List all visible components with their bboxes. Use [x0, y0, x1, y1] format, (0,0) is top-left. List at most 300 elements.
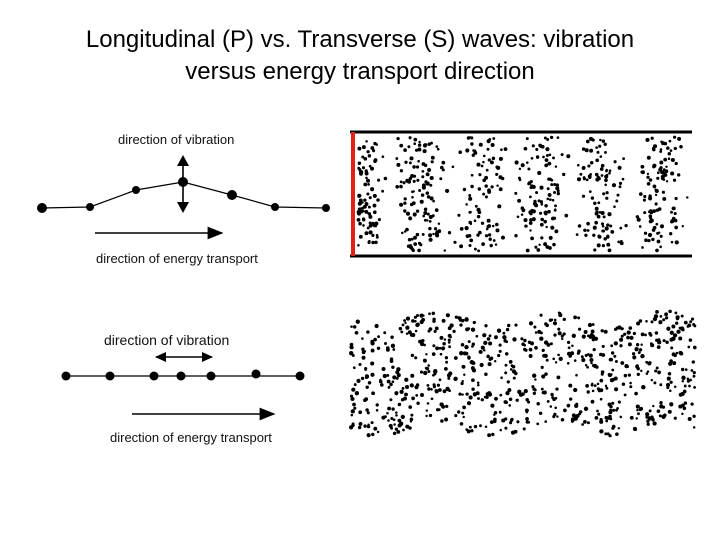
p-wave-particle [539, 212, 542, 215]
p-wave-particle [617, 241, 620, 244]
p-wave-particle [417, 160, 420, 163]
p-wave-particle [529, 221, 533, 225]
s-wave-particle [636, 409, 638, 411]
s-wave-particle [513, 377, 516, 380]
s-wave-particle [660, 315, 663, 318]
s-wave-particle [523, 339, 526, 342]
p-wave-particle [429, 215, 433, 219]
s-wave-particle [462, 365, 466, 369]
p-wave-particle [362, 166, 365, 169]
p-wave-particle [408, 238, 411, 241]
p-wave-particle [526, 137, 529, 140]
s-wave-particle [387, 419, 390, 422]
p-wave-particle [430, 176, 434, 180]
p-wave-particle [618, 166, 622, 170]
p-wave-particle [469, 211, 472, 214]
p-wave-particle [434, 227, 437, 230]
p-wave-particle [489, 238, 492, 241]
p-wave-particle [548, 193, 552, 197]
p-wave-particle [540, 218, 544, 222]
p-wave-particle [551, 217, 555, 221]
p-wave-particle [578, 224, 581, 227]
p-wave-particle [527, 168, 530, 171]
s-wave-particle [487, 433, 491, 437]
p-wave-particle [553, 183, 556, 186]
p-wave-particle [553, 191, 556, 194]
s-wave-particle [552, 357, 555, 360]
p-wave-particle [429, 184, 432, 187]
s-wave-particle [371, 391, 375, 395]
p-wave-particle [609, 224, 612, 227]
s-wave-particle [618, 401, 621, 404]
p-wave-particle [686, 196, 688, 198]
s-wave-particle [367, 423, 369, 425]
p-wave-particle [428, 233, 432, 237]
s-wave-particle [512, 365, 515, 368]
s-wave-particle [359, 422, 363, 426]
s-wave-particle [367, 433, 371, 437]
s-wave-particle [505, 364, 508, 367]
p-wave-particle [595, 177, 599, 181]
s-wave-particle [469, 426, 472, 429]
title-line-1: Longitudinal (P) vs. Transverse (S) waves: vibration [85, 26, 635, 53]
s-wave-particle [398, 423, 402, 427]
p-wave-particle [416, 233, 420, 237]
s-wave-particle [612, 425, 616, 429]
p-wave-particle [427, 195, 431, 199]
p-wave-particle [493, 239, 496, 242]
longitudinal-particle [207, 372, 216, 381]
p-wave-particle [403, 202, 406, 205]
s-wave-particle [461, 343, 465, 347]
s-wave-particle [554, 406, 557, 409]
s-wave-particle [573, 316, 577, 320]
s-wave-particle [682, 380, 684, 382]
s-wave-particle [624, 364, 628, 368]
s-wave-particle [589, 335, 593, 339]
p-wave-particle [468, 234, 472, 238]
p-wave-particle [677, 173, 680, 176]
s-wave-particle [667, 377, 671, 381]
s-wave-particle [471, 328, 475, 332]
p-wave-particle [655, 189, 659, 193]
p-wave-particle [610, 230, 614, 234]
s-wave-particle [567, 362, 570, 365]
s-wave-particle [440, 353, 443, 356]
s-wave-particle [691, 369, 694, 372]
s-wave-particle [487, 391, 491, 395]
transverse-particle [322, 204, 330, 212]
s-wave-particle [657, 338, 660, 341]
s-wave-particle [654, 369, 657, 372]
p-wave-particle [682, 225, 684, 227]
s-wave-particle [623, 333, 626, 336]
s-wave-particle [676, 330, 680, 334]
s-wave-particle [455, 315, 458, 318]
p-wave-particle [554, 208, 557, 211]
s-wave-particle [486, 355, 490, 359]
s-wave-particle [482, 333, 486, 337]
p-wave-particle [363, 157, 367, 161]
p-wave-particle [418, 141, 420, 143]
s-wave-particle [553, 333, 556, 336]
p-wave-particle [552, 156, 555, 159]
s-wave-particle [387, 380, 391, 384]
s-wave-particle [431, 397, 434, 400]
s-wave-particle [605, 385, 607, 387]
p-wave-particle [641, 165, 645, 169]
p-wave-particle [606, 223, 609, 226]
s-wave-particle [353, 325, 357, 329]
p-wave-particle [609, 169, 612, 172]
s-wave-particle [553, 413, 556, 416]
p-wave-particle [463, 188, 467, 192]
p-wave-particle [427, 168, 431, 172]
s-wave-particle [553, 321, 557, 325]
s-wave-particle [573, 388, 577, 392]
p-wave-particle [373, 204, 377, 208]
p-wave-particle [470, 185, 473, 188]
s-wave-particle [681, 368, 684, 371]
s-wave-particle [392, 375, 396, 379]
p-wave-particle [405, 228, 409, 232]
p-wave-particle [422, 170, 425, 173]
p-wave-particle [497, 204, 501, 208]
s-wave-particle [542, 349, 545, 352]
s-wave-particle [629, 385, 632, 388]
p-wave-particle [601, 229, 604, 232]
p-wave-particle [396, 137, 399, 140]
s-wave-particle [691, 318, 694, 321]
s-wave-particle [491, 433, 494, 436]
p-wave-particle [557, 136, 560, 139]
s-wave-particle [415, 330, 418, 333]
p-wave-particle [368, 206, 371, 209]
p-wave-particle [652, 165, 655, 168]
s-wave-particle [599, 429, 603, 433]
p-wave-particle [612, 183, 616, 187]
p-wave-particle [538, 144, 542, 148]
p-wave-particle [376, 234, 379, 237]
p-wave-particle [399, 185, 403, 189]
p-wave-particle [483, 155, 486, 158]
p-wave-particle [413, 236, 417, 240]
p-wave-particle [481, 165, 484, 168]
s-wave-particle [681, 315, 684, 318]
s-wave-particle [647, 423, 650, 426]
s-wave-particle [419, 314, 423, 318]
s-wave-particle [371, 433, 374, 436]
s-wave-particle [656, 367, 659, 370]
p-wave-particle [492, 137, 495, 140]
s-wave-particle [637, 373, 640, 376]
p-wave-particle [545, 158, 549, 162]
p-wave-particle [409, 136, 412, 139]
p-wave-particle [359, 170, 363, 174]
s-wave-particle [602, 345, 605, 348]
p-wave-particle [586, 179, 589, 182]
s-wave-particle [406, 332, 408, 334]
s-wave-particle [669, 381, 672, 384]
p-wave-particle [373, 210, 377, 214]
s-wave-particle [605, 387, 608, 390]
s-wave-particle [500, 376, 503, 379]
s-wave-particle [662, 318, 665, 321]
s-wave-particle [627, 331, 631, 335]
s-wave-particle [636, 364, 638, 366]
p-wave-particle [452, 165, 455, 168]
p-wave-particle [384, 177, 388, 181]
s-wave-particle [418, 340, 422, 344]
s-wave-particle [353, 407, 356, 410]
s-wave-particle [457, 410, 460, 413]
s-wave-particle [386, 348, 390, 352]
s-wave-particle [366, 330, 369, 333]
p-wave-particle [598, 145, 601, 148]
s-wave-particle [384, 342, 387, 345]
s-wave-particle [599, 379, 603, 383]
s-wave-particle [604, 330, 608, 334]
p-wave-particle [577, 177, 581, 181]
p-wave-particle [550, 136, 553, 139]
s-wave-particle [668, 310, 672, 314]
s-wave-particle [581, 355, 584, 358]
s-wave-particle [483, 349, 485, 351]
p-wave-particle [604, 183, 607, 186]
p-wave-particle [470, 223, 472, 225]
p-wave-particle [643, 199, 646, 202]
p-wave-particle [528, 210, 532, 214]
s-wave-particle [458, 392, 461, 395]
p-wave-particle [439, 177, 442, 180]
p-wave-particle [416, 165, 419, 168]
p-wave-particle [482, 193, 485, 196]
s-wave-particle [684, 385, 687, 388]
p-wave-particle [363, 199, 366, 202]
p-wave-particle [615, 200, 618, 203]
s-wave-particle [693, 386, 696, 389]
p-wave-particle [409, 161, 412, 164]
s-wave-particle [507, 388, 511, 392]
s-wave-particle [649, 409, 652, 412]
s-wave-particle [504, 427, 507, 430]
s-wave-particle [591, 400, 595, 404]
s-wave-particle [395, 411, 398, 414]
s-wave-particle [420, 320, 424, 324]
p-wave-particle [492, 157, 496, 161]
s-wave-particle [389, 383, 393, 387]
s-wave-particle [645, 320, 648, 323]
p-wave-particle [639, 192, 643, 196]
s-wave-particle [485, 425, 488, 428]
s-wave-particle [380, 383, 384, 387]
p-wave-particle [657, 171, 660, 174]
s-wave-particle [587, 421, 590, 424]
s-wave-particle [620, 361, 624, 365]
p-wave-particle [426, 172, 430, 176]
s-wave-particle [371, 421, 374, 424]
p-wave-particle [616, 194, 619, 197]
s-wave-particle [609, 417, 612, 420]
p-wave-particle [547, 162, 551, 166]
s-wave-particle [605, 420, 608, 423]
p-wave-particle [373, 142, 376, 145]
s-wave-particle [487, 337, 491, 341]
p-wave-particle [555, 186, 559, 190]
s-wave-particle [445, 405, 448, 408]
s-wave-particle [619, 344, 622, 347]
s-wave-particle [358, 426, 361, 429]
s-wave-particle [481, 398, 484, 401]
s-wave-particle [547, 400, 550, 403]
s-wave-particle [669, 402, 673, 406]
s-wave-particle [665, 316, 668, 319]
s-wave-particle [427, 384, 430, 387]
s-wave-particle [650, 320, 653, 323]
p-wave-particle [357, 218, 361, 222]
p-wave-particle [608, 172, 611, 175]
p-wave-particle [485, 184, 488, 187]
s-wave-particle [670, 331, 674, 335]
s-wave-particle [429, 327, 433, 331]
title-line-2: versus energy transport direction [185, 58, 535, 85]
s-wave-particle [645, 416, 648, 419]
p-wave-particle [476, 208, 480, 212]
p-wave-particle [435, 208, 439, 212]
p-wave-particle [587, 229, 590, 232]
p-wave-particle [422, 233, 425, 236]
p-wave-particle [495, 223, 499, 227]
longitudinal-particle [252, 370, 261, 379]
p-wave-particle [377, 179, 380, 182]
s-wave-particle [529, 354, 533, 358]
p-wave-particle [554, 229, 558, 233]
s-wave-particle [672, 361, 676, 365]
s-wave-particle [433, 369, 437, 373]
s-wave-particle [503, 339, 507, 343]
p-wave-particle [482, 178, 486, 182]
s-wave-particle [549, 318, 552, 321]
s-wave-particle [507, 324, 510, 327]
p-wave-particle [672, 206, 676, 210]
s-wave-particle [514, 430, 518, 434]
p-wave-particle [602, 192, 605, 195]
s-wave-particle [397, 373, 401, 377]
s-wave-particle [363, 424, 366, 427]
s-wave-particle [688, 417, 692, 421]
p-wave-particle [670, 171, 674, 175]
s-wave-particle [411, 354, 414, 357]
p-wave-particle [542, 156, 545, 159]
s-wave-particle [398, 419, 402, 423]
s-wave-particle [636, 405, 640, 409]
s-wave-particle [436, 408, 439, 411]
s-wave-particle [432, 344, 435, 347]
s-wave-particle [591, 329, 595, 333]
p-wave-particle [596, 175, 598, 177]
s-wave-particle [379, 380, 383, 384]
p-wave-particle [576, 233, 579, 236]
s-wave-particle [351, 414, 354, 417]
s-wave-particle [465, 352, 469, 356]
p-wave-particle [606, 235, 609, 238]
s-wave-particle [435, 346, 439, 350]
s-wave-particle [679, 393, 683, 397]
s-wave-particle [463, 374, 465, 376]
p-wave-particle [663, 173, 667, 177]
s-wave-particle [679, 405, 682, 408]
s-wave-particle [421, 339, 424, 342]
p-wave-particle [646, 176, 649, 179]
s-wave-particle [541, 366, 544, 369]
p-wave-particle [601, 211, 605, 215]
p-wave-particle [413, 180, 416, 183]
s-wave-particle [499, 411, 502, 414]
p-wave-particle [519, 168, 521, 170]
s-wave-particle [692, 360, 695, 363]
p-wave-particle [400, 181, 403, 184]
s-wave-particle [662, 406, 665, 409]
p-wave-particle [665, 166, 667, 168]
s-wave-particle [391, 407, 394, 410]
p-wave-particle [485, 234, 488, 237]
s-wave-particle [675, 322, 678, 325]
p-wave-particle [589, 137, 593, 141]
p-wave-particle [465, 203, 468, 206]
p-wave-particle [605, 191, 608, 194]
p-wave-particle [671, 241, 674, 244]
p-wave-particle [649, 178, 653, 182]
p-wave-particle [417, 147, 421, 151]
p-wave-particle [546, 154, 549, 157]
s-wave-particle [399, 327, 403, 331]
s-wave-particle [444, 367, 448, 371]
longitudinal-particle [296, 372, 305, 381]
s-wave-particle [458, 316, 462, 320]
s-wave-particle [523, 427, 526, 430]
p-wave-particle [459, 244, 463, 248]
s-wave-particle [659, 414, 662, 417]
s-wave-particle [692, 323, 695, 326]
p-wave-particle [416, 179, 419, 182]
s-wave-particle [676, 317, 679, 320]
p-wave-particle [411, 196, 414, 199]
s-wave-particle [430, 388, 433, 391]
p-wave-particle [409, 244, 412, 247]
s-wave-particle [368, 382, 371, 385]
s-wave-particle [389, 398, 392, 401]
s-wave-particle [389, 424, 393, 428]
s-wave-particle [477, 381, 480, 384]
p-wave-particle [603, 215, 606, 218]
s-wave-particle [429, 414, 432, 417]
p-wave-particle [373, 194, 377, 198]
p-wave-particle [674, 147, 677, 150]
s-wave-particle [489, 334, 492, 337]
p-wave-particle [660, 148, 663, 151]
s-wave-particle [536, 402, 540, 406]
p-wave-particle [365, 140, 368, 143]
p-wave-particle [674, 226, 678, 230]
s-wave-particle [427, 364, 430, 367]
s-wave-particle [546, 343, 550, 347]
s-wave-particle [425, 415, 427, 417]
p-wave-particle [418, 242, 421, 245]
longitudinal-particle [106, 372, 115, 381]
s-wave-particle [524, 349, 527, 352]
p-wave-particle [550, 183, 553, 186]
s-wave-particle [514, 324, 517, 327]
